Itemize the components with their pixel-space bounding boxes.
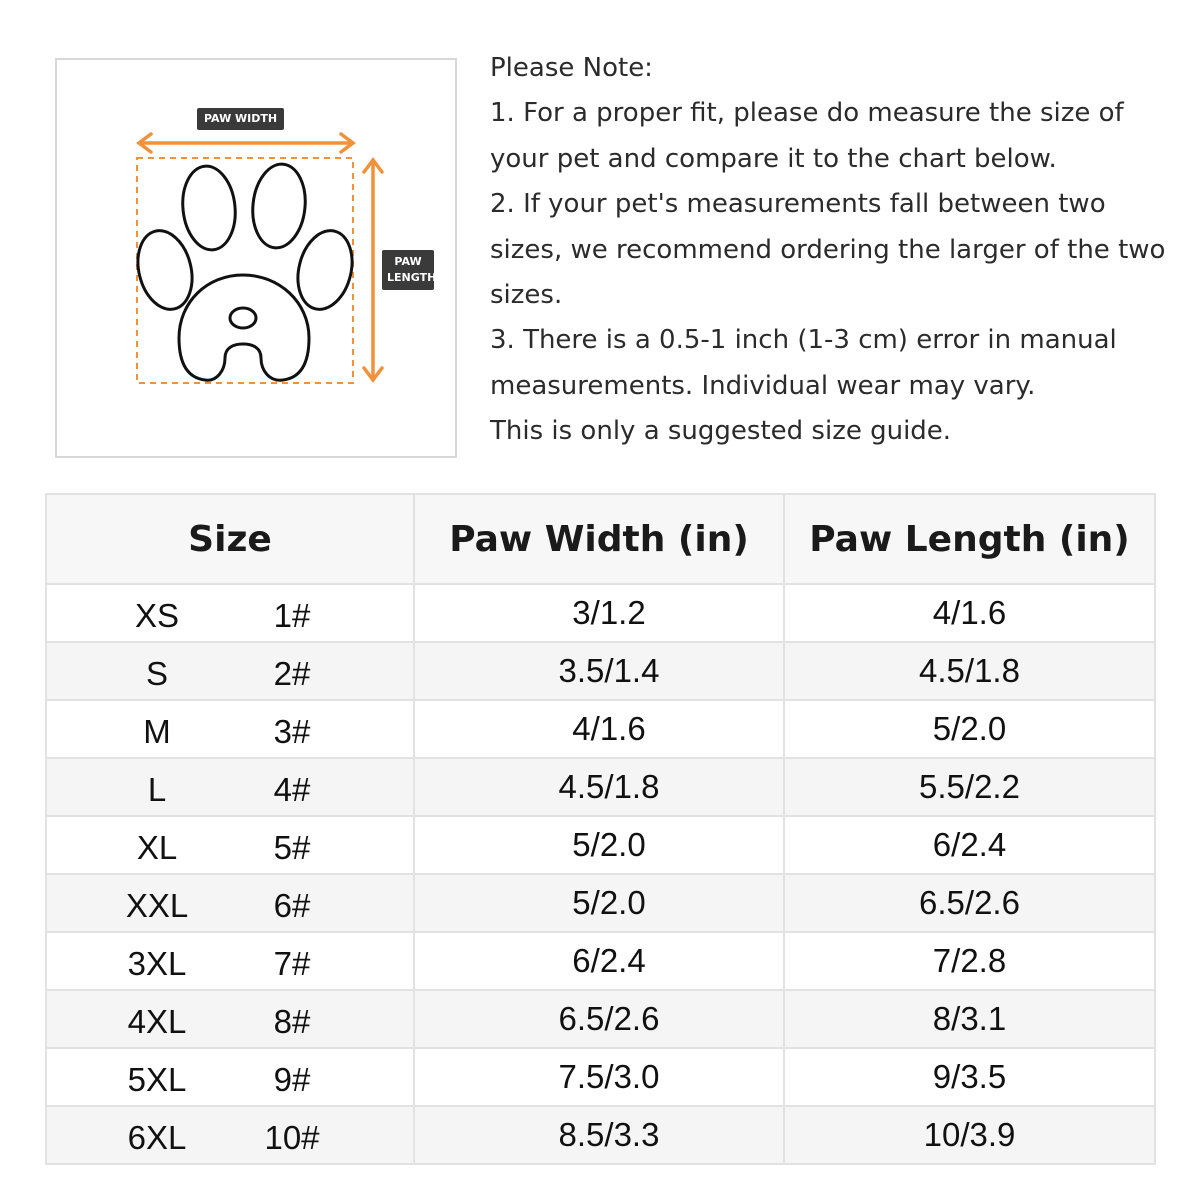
table-row: [46, 758, 1155, 816]
width-arrow-icon: [139, 134, 353, 152]
size-cell: [46, 932, 414, 990]
paw-length-value: 5.5/2.2: [784, 758, 1155, 816]
note-line: measurements. Individual wear may vary.: [490, 370, 1036, 401]
paw-length-value: 6.5/2.6: [784, 874, 1155, 932]
paw-length-label-line1: PAW: [394, 255, 422, 268]
paw-width-value: 3/1.2: [414, 584, 784, 642]
size-number: 10#: [264, 1119, 320, 1156]
size-label: 3XL: [127, 945, 187, 982]
size-cell: [46, 990, 414, 1048]
size-number: 7#: [273, 945, 311, 982]
paw-length-tag: [382, 250, 437, 290]
paw-width-value: 6/2.4: [414, 932, 784, 990]
paw-diagram: [55, 58, 457, 458]
table-row: [46, 816, 1155, 874]
paw-width-value: 7.5/3.0: [414, 1048, 784, 1106]
please-note: [490, 46, 1180, 455]
size-label: M: [143, 713, 171, 750]
paw-width-tag: [197, 108, 284, 130]
size-number: 3#: [273, 713, 311, 750]
note-line: sizes, we recommend ordering the larger of the two: [490, 234, 1166, 265]
paw-length-value: 9/3.5: [784, 1048, 1155, 1106]
size-number: 2#: [273, 655, 311, 692]
size-label: XXL: [125, 887, 189, 924]
size-cell: [46, 700, 414, 758]
paw-length-value: 6/2.4: [784, 816, 1155, 874]
table-row: [46, 932, 1155, 990]
paw-length-value: 5/2.0: [784, 700, 1155, 758]
table-row: [46, 700, 1155, 758]
paw-width-value: 8.5/3.3: [414, 1106, 784, 1164]
size-label: XS: [134, 597, 180, 634]
size-cell: [46, 584, 414, 642]
paw-length-value: 8/3.1: [784, 990, 1155, 1048]
paw-width-value: 3.5/1.4: [414, 642, 784, 700]
size-label: XL: [136, 829, 178, 866]
note-line: your pet and compare it to the chart below.: [490, 143, 1057, 174]
note-line: 2. If your pet's measurements fall between two: [490, 189, 1106, 220]
size-cell: [46, 642, 414, 700]
header-paw-length: Paw Length (in): [784, 494, 1155, 584]
note-line: sizes.: [490, 280, 563, 311]
table-row: [46, 990, 1155, 1048]
size-label: 4XL: [127, 1003, 187, 1040]
size-cell: [46, 874, 414, 932]
paw-length-value: 7/2.8: [784, 932, 1155, 990]
paw-width-value: 4.5/1.8: [414, 758, 784, 816]
size-number: 5#: [273, 829, 311, 866]
paw-width-value: 6.5/2.6: [414, 990, 784, 1048]
paw-length-label-line2: LENGTH: [387, 270, 437, 284]
size-label: S: [146, 655, 169, 692]
note-line: This is only a suggested size guide.: [490, 416, 952, 447]
size-cell: [46, 816, 414, 874]
table-row: [46, 1106, 1155, 1164]
table-row: [46, 642, 1155, 700]
table-header-row: [46, 494, 1155, 584]
size-number: 8#: [273, 1003, 311, 1040]
header-paw-width: Paw Width (in): [414, 494, 784, 584]
table-row: [46, 584, 1155, 642]
paw-length-value: 4/1.6: [784, 584, 1155, 642]
size-number: 6#: [273, 887, 311, 924]
size-label: 6XL: [127, 1119, 187, 1156]
size-number: 9#: [273, 1061, 311, 1098]
note-line: 3. There is a 0.5-1 inch (1-3 cm) error in manual: [490, 325, 1117, 356]
note-line: 1. For a proper fit, please do measure the size of: [490, 98, 1124, 129]
paw-width-value: 4/1.6: [414, 700, 784, 758]
paw-width-label: PAW WIDTH: [204, 112, 278, 125]
table-row: [46, 1048, 1155, 1106]
size-cell: [46, 758, 414, 816]
note-line: Please Note:: [490, 53, 653, 83]
size-cell: [46, 1048, 414, 1106]
paw-length-value: 4.5/1.8: [784, 642, 1155, 700]
paw-icon: [130, 162, 360, 381]
table-row: [46, 874, 1155, 932]
paw-width-value: 5/2.0: [414, 816, 784, 874]
size-label: L: [147, 771, 167, 808]
size-cell: [46, 1106, 414, 1164]
table-body: [46, 584, 1155, 1164]
paw-length-value: 10/3.9: [784, 1106, 1155, 1164]
header-size: Size: [46, 494, 414, 584]
size-number: 4#: [273, 771, 311, 808]
paw-width-value: 5/2.0: [414, 874, 784, 932]
size-label: 5XL: [127, 1061, 187, 1098]
size-chart-table: [45, 493, 1156, 1165]
size-number: 1#: [273, 597, 311, 634]
length-arrow-icon: [364, 160, 382, 380]
